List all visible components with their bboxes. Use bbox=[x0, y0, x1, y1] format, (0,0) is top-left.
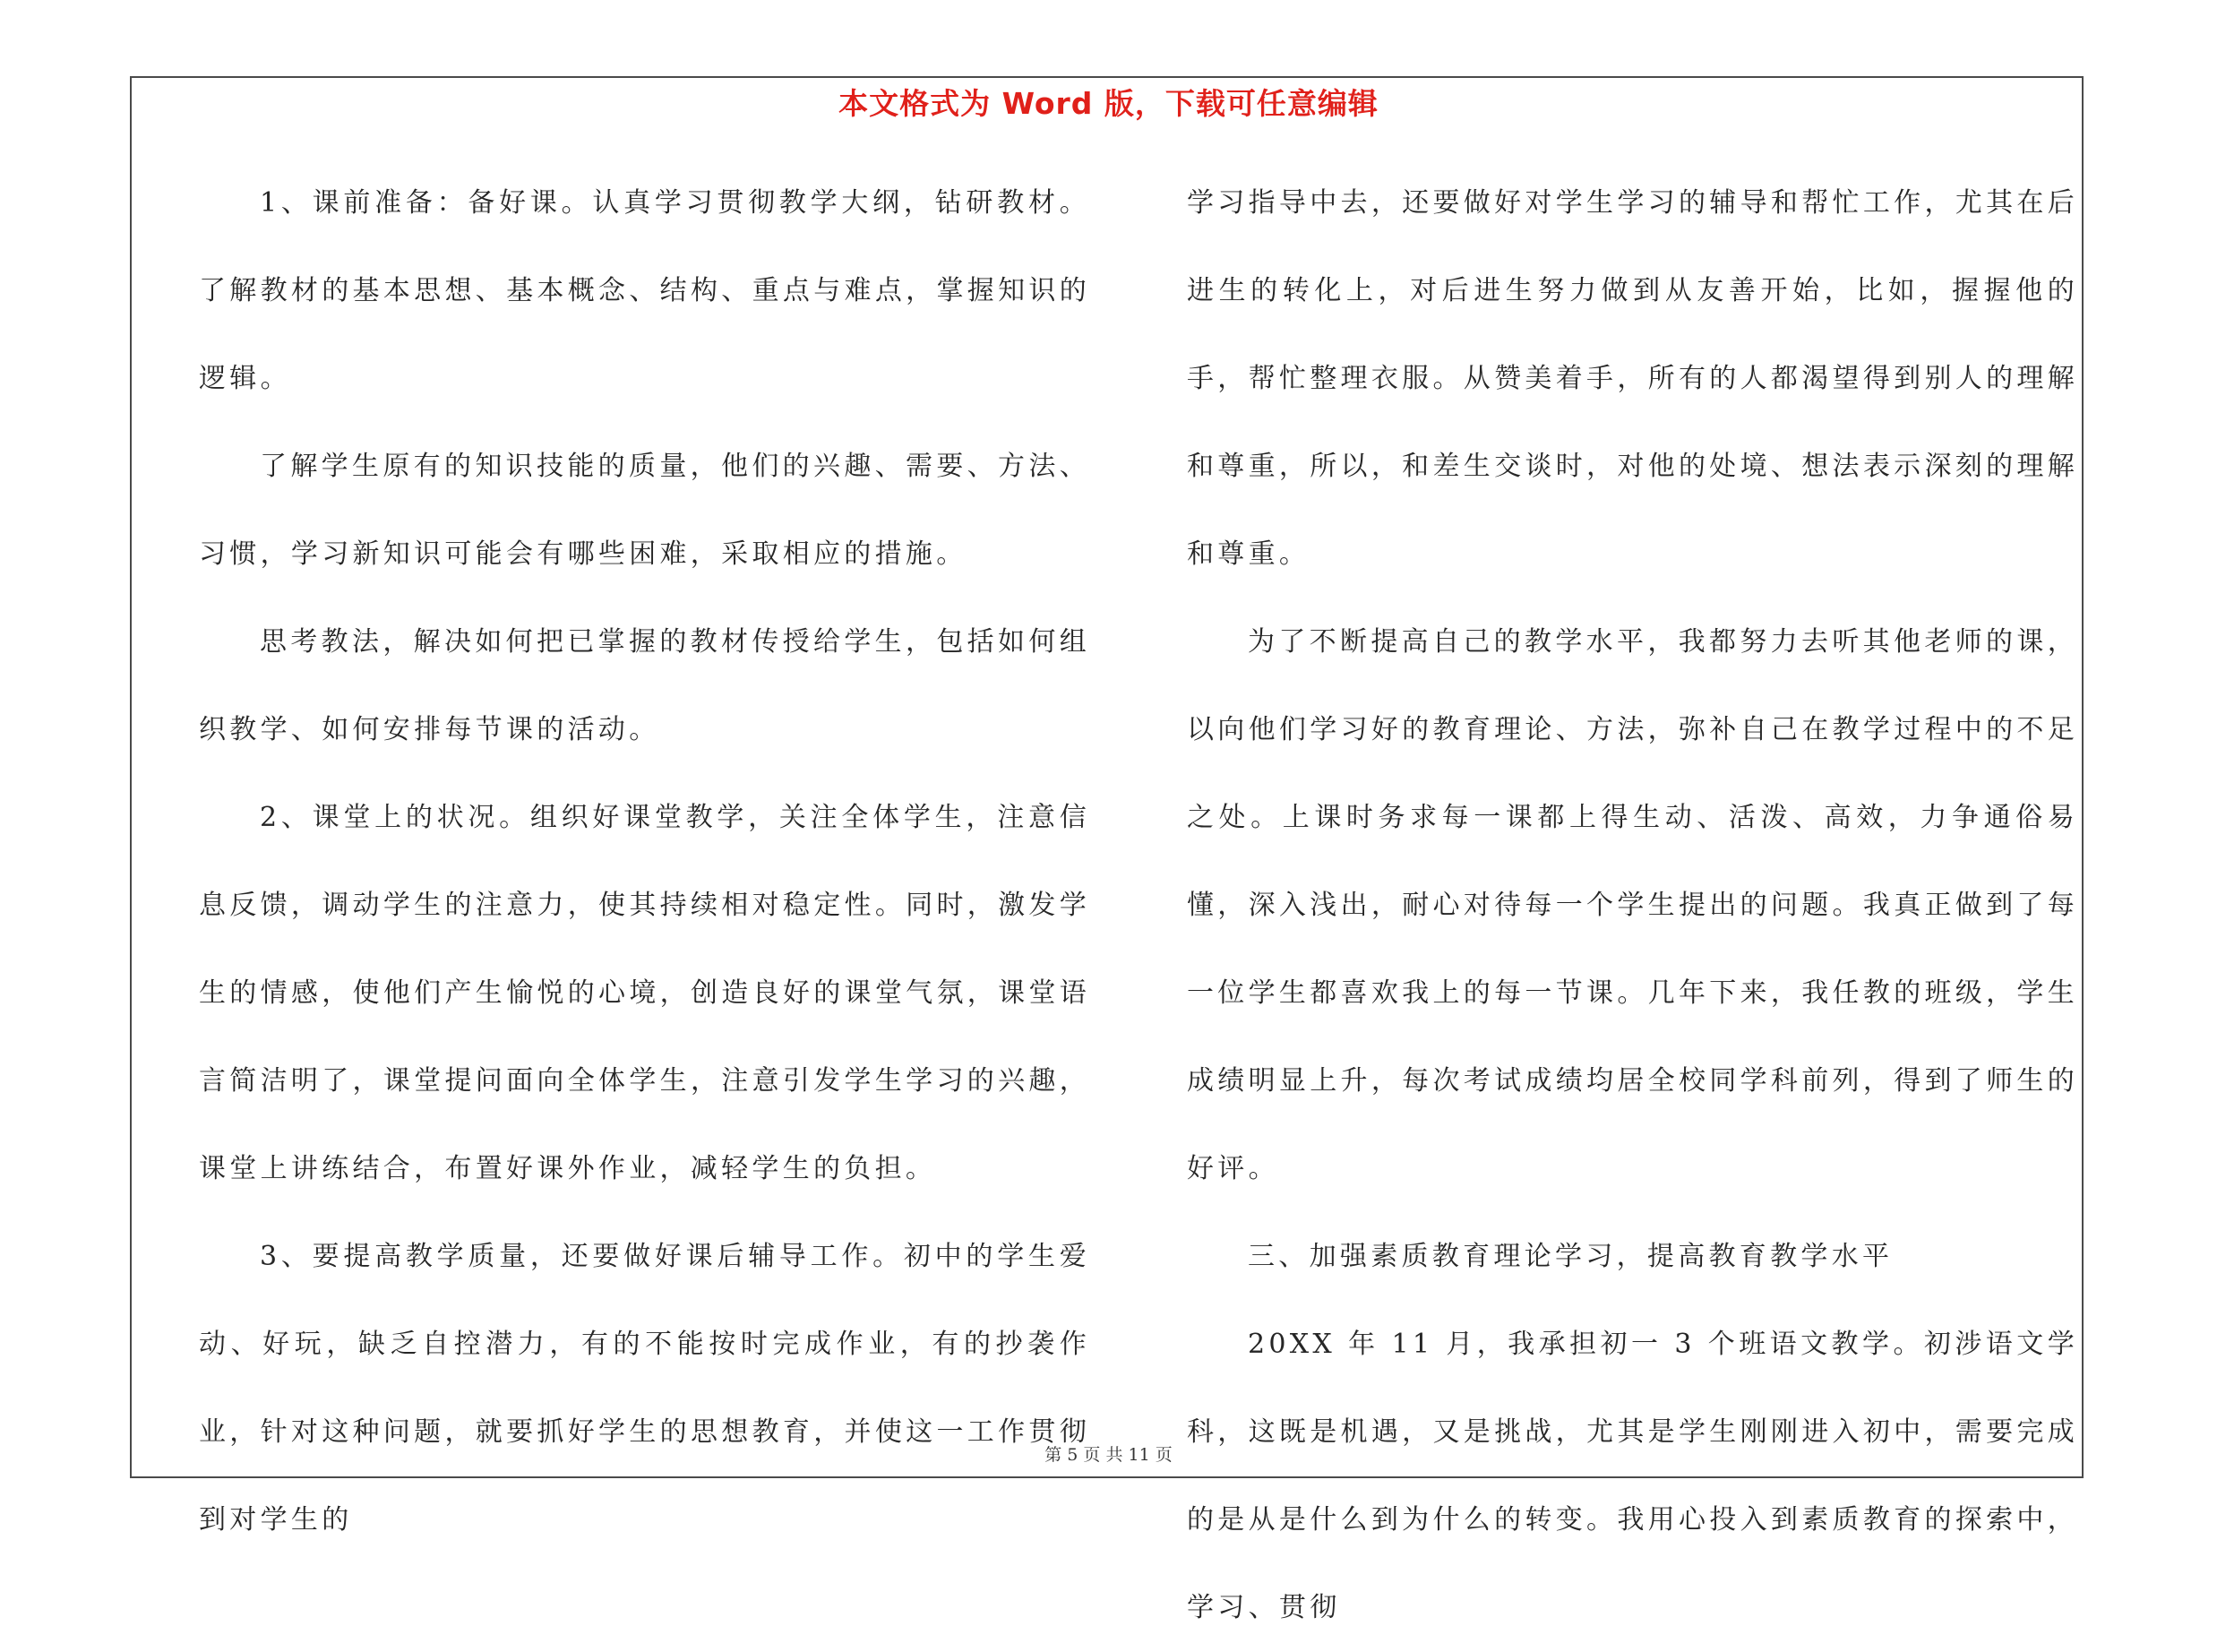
paragraph: 2、课堂上的状况。组织好课堂教学，关注全体学生，注意信息反馈，调动学生的注意力，使其持续相对稳定性。同时，激发学生的情感，使他们产生愉悦的心境，创造良好的课堂气氛，课堂语言简洁明了，课堂提问面向全体学生，注意引发学生学习的兴趣，课堂上讲练结合，布置好课外作业，减轻学生的负担。 bbox=[199, 802, 1090, 1184]
left-column bbox=[199, 159, 1090, 1564]
paragraph: 20XX 年 11 月，我承担初一 3 个班语文教学。初涉语文学科，这既是机遇，又是挑战，尤其是学生刚刚进入初中，需要完成的是从是什么到为什么的转变。我用心投入到素质教育的探索中，学习、贯彻 bbox=[1187, 1329, 2078, 1623]
paragraph: 为了不断提高自己的教学水平，我都努力去听其他老师的课，以向他们学习好的教育理论、方法，弥补自己在教学过程中的不足之处。上课时务求每一课都上得生动、活泼、高效，力争通俗易懂，深入浅出，耐心对待每一个学生提出的问题。我真正做到了每一位学生都喜欢我上的每一节课。几年下来，我任教的班级，学生成绩明显上升，每次考试成绩均居全校同学科前列，得到了师生的好评。 bbox=[1187, 626, 2078, 1184]
paragraph: 3、要提高教学质量，还要做好课后辅导工作。初中的学生爱动、好玩，缺乏自控潜力，有的不能按时完成作业，有的抄袭作业，针对这种问题，就要抓好学生的思想教育，并使这一工作贯彻到对学生的 bbox=[199, 1241, 1090, 1536]
paragraph: 学习指导中去，还要做好对学生学习的辅导和帮忙工作，尤其在后进生的转化上，对后进生努力做到从友善开始，比如，握握他的手，帮忙整理衣服。从赞美着手，所有的人都渴望得到别人的理解和尊重，所以，和差生交谈时，对他的处境、想法表示深刻的理解和尊重。 bbox=[1187, 187, 2078, 570]
right-column bbox=[1187, 159, 2078, 1652]
section-heading: 三、加强素质教育理论学习，提高教育教学水平 bbox=[1248, 1241, 1894, 1272]
format-banner: 本文格式为 Word 版，下载可任意编辑 bbox=[838, 86, 1379, 121]
page-number: 第 5 页 共 11 页 bbox=[1044, 1445, 1173, 1465]
paragraph: 1、课前准备：备好课。认真学习贯彻教学大纲，钻研教材。了解教材的基本思想、基本概念、结构、重点与难点，掌握知识的逻辑。 bbox=[199, 187, 1090, 394]
paragraph: 思考教法，解决如何把已掌握的教材传授给学生，包括如何组织教学、如何安排每节课的活动。 bbox=[199, 626, 1090, 745]
paragraph: 了解学生原有的知识技能的质量，他们的兴趣、需要、方法、习惯，学习新知识可能会有哪些困难，采取相应的措施。 bbox=[199, 451, 1090, 570]
